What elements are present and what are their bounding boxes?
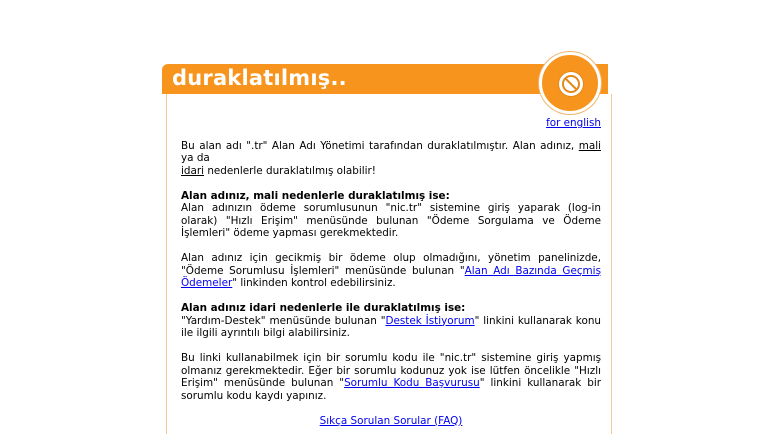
intro-text: Bu alan adı ".tr" Alan Adı Yönetimi tarafından duraklatılmıştır. Alan adınız, [181,139,575,152]
idari-p2-text: Bu linki kullanabilmek için bir sorumlu kodu ile "nic.tr" sistemine giriş yapmış olmanız gerekmektedir. Eğer bir sorumlu kodunuz yok ise lütfen öncelikle "Hızlı Erişim" menüsünde bulunan " [181,352,601,389]
english-link[interactable]: for english [546,117,601,129]
mali-link[interactable]: mali [578,139,601,152]
mali-paragraph [181,190,601,240]
support-link[interactable]: Destek İstiyorum [385,314,475,327]
idari-heading: Alan adınız idari nedenlerle ile duraklatılmış ise: [181,302,466,314]
idari-text: "Yardım-Destek" menüsünde bulunan " [181,314,386,327]
mali-text: Alan adınızın ödeme sorumlusunun "nic.tr" sistemine giriş yaparak (log-in olarak) "Hızlı Erişim" menüsünde bulunan "Ödeme Sorgulama ve Ödeme İşlemleri" ödeme yapması gerekmektedir. [181,202,601,239]
idari-paragraph-2 [181,352,601,402]
mali-p2-text: Alan adınız için gecikmiş bir ödeme olup olmadığını, yönetim panelinizde, "Ödeme Sorumlusu İşlemleri" menüsünde bulunan " [181,252,601,277]
idari-paragraph [181,302,601,340]
contact-code-link[interactable]: Sorumlu Kodu Başvurusu [344,377,480,389]
mali-p2-text-end: " linkinden kontrol edebilirsiniz. [232,277,396,289]
faq-row [181,415,601,428]
english-link-row [181,117,601,130]
intro-text-between: ya da [181,152,210,164]
past-payments-link[interactable]: Alan Adı Bazında Geçmiş Ödemeler [181,264,601,289]
faq-link[interactable]: Sıkça Sorulan Sorular (FAQ) [319,414,463,427]
idari-link[interactable]: idari [181,164,205,177]
idari-text-end: " linkini kullanarak konu ile ilgili ayrıntılı bilgi alabilirsiniz. [181,314,601,339]
page-title: duraklatılmış.. [172,66,347,90]
main-content [181,117,601,440]
mali-heading: Alan adınız, mali nedenlerle duraklatılmış ise: [181,189,450,202]
idari-p2-text-end: " linkini kullanarak bir sorumlu kodu kaydı yapınız. [181,377,601,402]
intro-paragraph [181,140,601,178]
mali-paragraph-2 [181,252,601,290]
intro-text-end: nedenlerle duraklatılmış olabilir! [204,164,376,177]
